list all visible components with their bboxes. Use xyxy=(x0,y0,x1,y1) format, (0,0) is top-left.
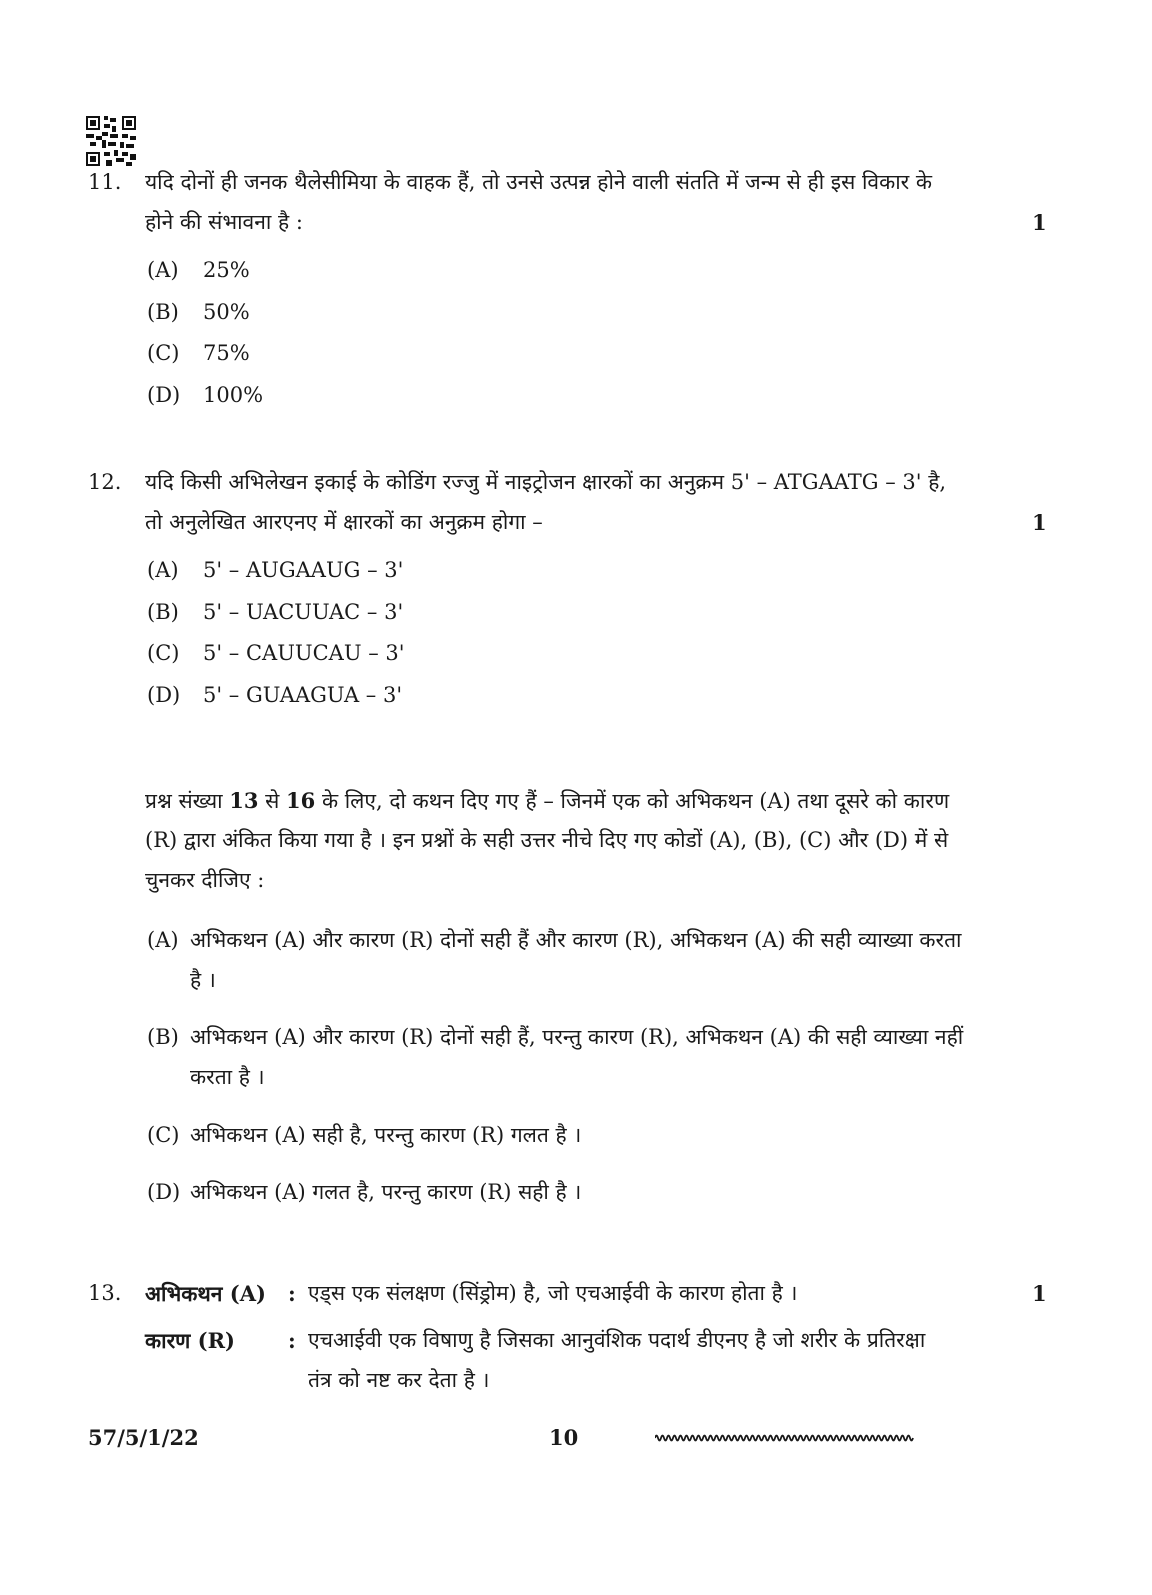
marks-label: 1 xyxy=(1032,510,1047,535)
marks-label: 1 xyxy=(1032,210,1047,235)
option-d: (D) 100% xyxy=(147,383,264,407)
option-c: (C) 75% xyxy=(147,341,250,365)
question-text-line-2: तो अनुलेखित आरएनए में क्षारकों का अनुक्रम होगा – xyxy=(145,510,543,534)
assertion-label: अभिकथन (A) xyxy=(145,1281,266,1306)
paper-code: 57/5/1/22 xyxy=(88,1425,199,1450)
option-d: (D) 5' – GUAAGUA – 3' xyxy=(147,683,403,707)
question-number: 11. xyxy=(88,170,122,194)
option-a: (A) 5' – AUGAAUG – 3' xyxy=(147,558,404,582)
question-number: 13. xyxy=(88,1281,122,1305)
option-b: (B) 5' – UACUUAC – 3' xyxy=(147,600,404,624)
assertion-text: एड्स एक संलक्षण (सिंड्रोम) है, जो एचआईवी के कारण होता है । xyxy=(308,1281,798,1305)
marks-label: 1 xyxy=(1032,1281,1047,1306)
instruction-line-1: प्रश्न संख्या 13 से 16 के लिए, दो कथन दिए गए हैं – जिनमें एक को अभिकथन (A) तथा दूसरे को कारण xyxy=(145,788,950,813)
page-number: 10 xyxy=(549,1425,579,1450)
qr-code xyxy=(86,116,136,166)
option-c: (C) 5' – CAUUCAU – 3' xyxy=(147,641,405,665)
instruction-line-2: (R) द्वारा अंकित किया गया है । इन प्रश्नों के सही उत्तर नीचे दिए गए कोडों (A), (B), (C) और (D) में से xyxy=(145,828,949,852)
reason-text-line-1: एचआईवी एक विषाणु है जिसका आनुवंशिक पदार्थ डीएनए है जो शरीर के प्रतिरक्षा xyxy=(308,1328,926,1352)
question-number: 12. xyxy=(88,470,122,494)
reason-colon: : xyxy=(288,1328,296,1353)
reason-label: कारण (R) xyxy=(145,1328,235,1353)
option-a: (A) 25% xyxy=(147,258,250,282)
reason-text-line-2: तंत्र को नष्ट कर देता है । xyxy=(308,1368,490,1392)
question-text-line-2: होने की संभावना है : xyxy=(145,210,303,234)
wavy-line-decoration xyxy=(655,1430,917,1446)
question-text-line-1: यदि किसी अभिलेखन इकाई के कोडिंग रज्जु में नाइट्रोजन क्षारकों का अनुक्रम 5' – ATGAATG – 3' है, xyxy=(145,470,947,494)
assertion-colon: : xyxy=(288,1281,296,1306)
instruction-line-3: चुनकर दीजिए : xyxy=(145,868,265,892)
option-b: (B) 50% xyxy=(147,300,250,324)
question-text-line-1: यदि दोनों ही जनक थैलेसीमिया के वाहक हैं, तो उनसे उत्पन्न होने वाली संतति में जन्म से ही इस विकार के xyxy=(145,170,933,194)
